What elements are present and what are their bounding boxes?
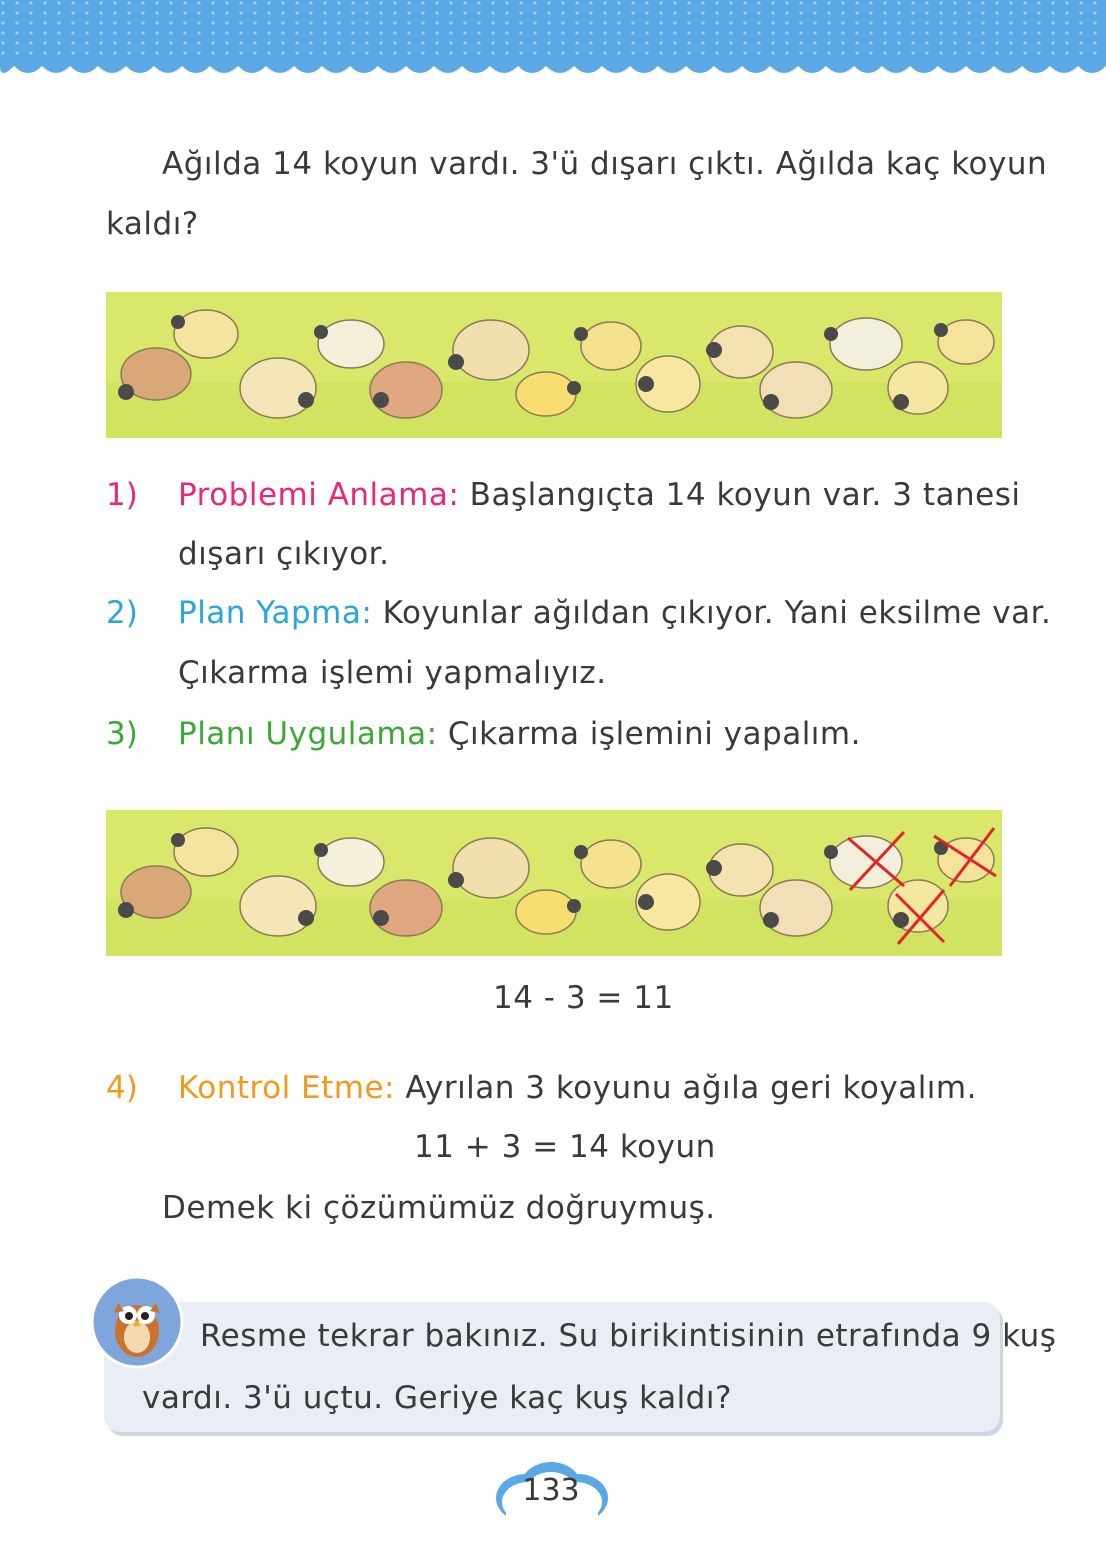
step-1-text-2: dışarı çıkıyor. xyxy=(178,536,390,572)
sheep-field-illustration xyxy=(106,292,1002,438)
step-4-text: Ayrılan 3 koyunu ağıla geri koyalım. xyxy=(405,1070,977,1106)
step-1-number: 1) xyxy=(106,477,138,513)
step-2-number: 2) xyxy=(106,595,138,631)
step-3-text: Çıkarma işlemini yapalım. xyxy=(447,716,861,752)
sheep-field-crossed-illustration xyxy=(106,810,1002,956)
step-1-text: Başlangıçta 14 koyun var. 3 tanesi xyxy=(469,477,1021,513)
exercise-line-2: vardı. 3'ü uçtu. Geriye kaç kuş kaldı? xyxy=(142,1380,732,1416)
step-4 xyxy=(178,1070,977,1106)
step-3 xyxy=(178,716,861,752)
intro-line-1: Ağılda 14 koyun vardı. 3'ü dışarı çıktı. Ağılda kaç koyun xyxy=(162,146,1048,182)
step-4-heading: Kontrol Etme: xyxy=(178,1070,396,1106)
step-1 xyxy=(178,477,1020,513)
step-3-number: 3) xyxy=(106,716,138,752)
step-2-text-2: Çıkarma işlemi yapmalıyız. xyxy=(178,655,607,691)
intro-line-2: kaldı? xyxy=(106,206,199,242)
step-4-number: 4) xyxy=(106,1070,138,1106)
step-2-heading: Plan Yapma: xyxy=(178,595,373,631)
step-2-text: Koyunlar ağıldan çıkıyor. Yani eksilme var. xyxy=(382,595,1052,631)
exercise-line-1: Resme tekrar bakınız. Su birikintisinin etrafında 9 kuş xyxy=(200,1318,1057,1354)
step-2 xyxy=(178,595,1051,631)
step-1-heading: Problemi Anlama: xyxy=(178,477,460,513)
equation-addition: 11 + 3 = 14 koyun xyxy=(414,1129,716,1165)
equation-subtraction: 14 - 3 = 11 xyxy=(493,980,674,1016)
owl-icon xyxy=(90,1275,184,1369)
page-number: 133 xyxy=(522,1473,580,1508)
top-wave-band xyxy=(0,0,1106,90)
step-3-heading: Planı Uygulama: xyxy=(178,716,438,752)
conclusion-text: Demek ki çözümümüz doğruymuş. xyxy=(162,1190,716,1226)
